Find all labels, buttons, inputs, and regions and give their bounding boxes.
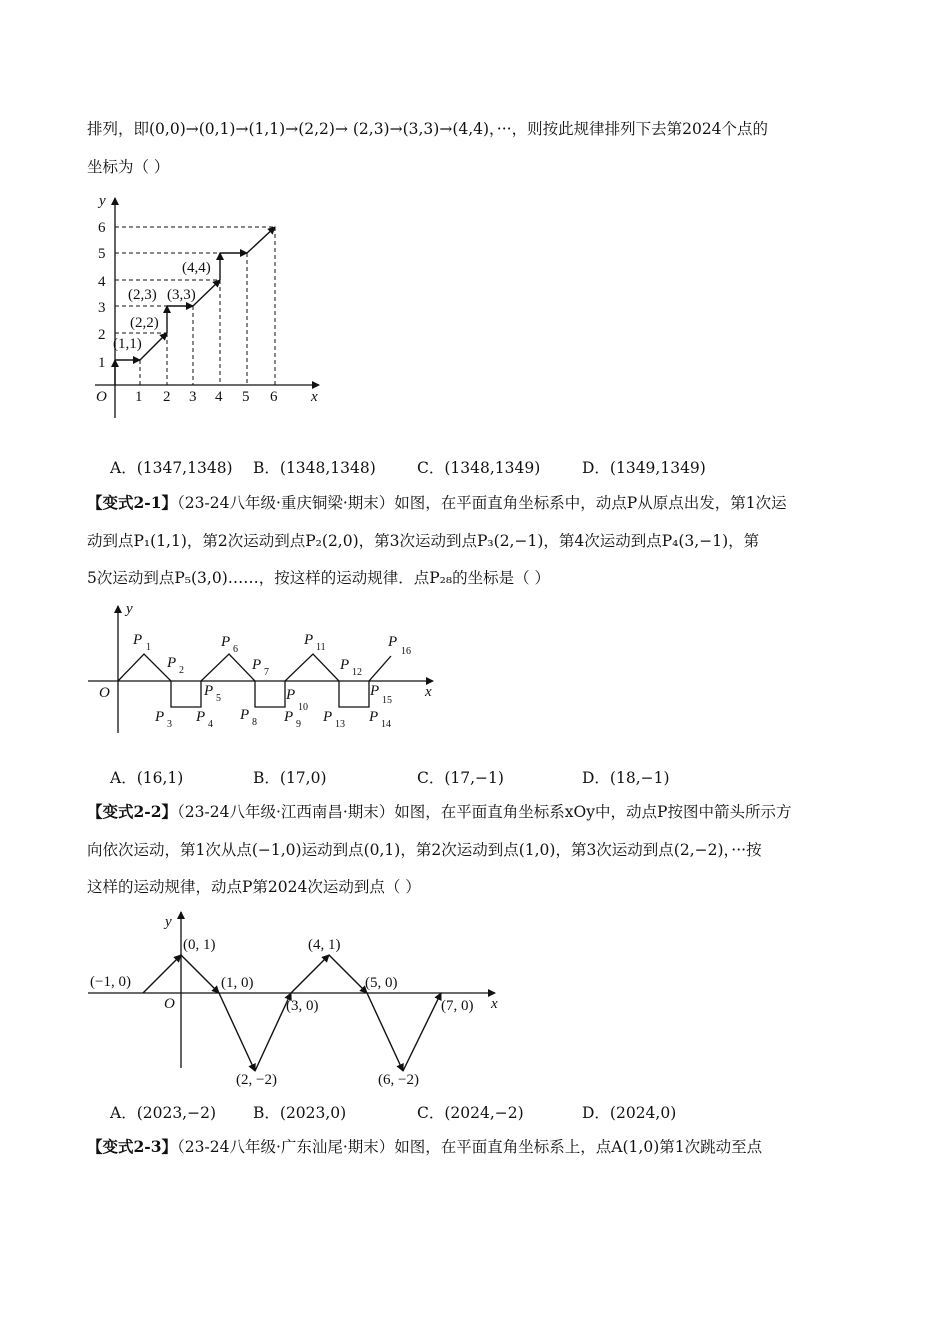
v22-point-label: (−1, 0) (90, 974, 131, 990)
v22-line1: （23-24八年级·江西南昌·期末）如图，在平面直角坐标系xOy中，动点P按图中箭头所示方 (177, 803, 792, 821)
v22-text-line3: 这样的运动规律，动点P第2024次运动到点（ ） (87, 878, 421, 896)
q1-x-tick: 6 (270, 389, 278, 405)
v21-label-p15: P15 (370, 683, 392, 706)
v21-label-p9: P 9 (284, 709, 301, 730)
v21-tag: 【变式2-1】 (87, 493, 178, 512)
v22-origin-label: O (164, 996, 175, 1012)
v21-label-p6: P 6 (221, 634, 238, 655)
q1-point-label: (4,4) (182, 260, 211, 276)
q1-x-tick: 1 (135, 389, 143, 405)
v22-point-label: (0, 1) (183, 937, 216, 953)
q1-staircase-figure (85, 188, 345, 418)
v21-text-line2: 动到点P₁(1,1)，第2次运动到点P₂(2,0)，第3次运动到点P₃(2,−1)，第4次运动到点P₄(3,−1)，第 (87, 532, 760, 550)
v21-label-p14: P 14 (369, 709, 391, 730)
v22-text-line2: 向依次运动，第1次从点(−1,0)运动到点(0,1)，第2次运动到点(1,0)，第3次运动到点(2,−2)，···按 (87, 841, 762, 859)
q1-axis-y-label: y (99, 193, 106, 209)
v21-label-p13: P 13 (323, 709, 345, 730)
q1-y-tick: 1 (98, 355, 106, 371)
v21-axis-x-label: x (425, 684, 432, 700)
q1-point-label: (3,3) (167, 287, 196, 303)
v22-option-c[interactable]: C．(2024,−2) (417, 1104, 524, 1122)
q1-x-tick: 5 (242, 389, 250, 405)
v21-label-p2: P 2 (167, 655, 184, 676)
q1-point-label: (2,3) (128, 287, 157, 303)
v21-option-c[interactable]: C．(17,−1) (417, 769, 504, 787)
q1-origin-label: O (96, 389, 107, 405)
v21-option-a[interactable]: A．(16,1) (110, 769, 184, 787)
v22-point-label: (2, −2) (236, 1072, 277, 1088)
v22-option-b[interactable]: B．(2023,0) (253, 1104, 347, 1122)
v22-option-a[interactable]: A．(2023,−2) (110, 1104, 217, 1122)
q1-y-tick: 5 (98, 246, 106, 262)
q1-y-tick: 4 (98, 274, 106, 290)
q1-y-tick: 3 (98, 300, 106, 316)
v21-label-p10: P10 (286, 687, 308, 713)
v22-tag: 【变式2-2】 (87, 802, 178, 821)
v21-label-p5: P 5 (204, 683, 221, 704)
v21-label-p3: P 3 (155, 709, 172, 730)
v22-path-figure (85, 908, 515, 1088)
v22-axis-y-label: y (165, 914, 172, 930)
v23-line1: （23-24八年级·广东汕尾·期末）如图，在平面直角坐标系上，点A(1,0)第1次跳动至点 (177, 1138, 763, 1156)
v23-text-line1 (87, 1136, 867, 1158)
v21-label-p11: P 11 (304, 632, 326, 653)
q1-option-a[interactable]: A．(1347,1348) (110, 459, 233, 477)
q1-text-line2: 坐标为（ ） (87, 158, 170, 176)
v21-label-p7: P 7 (252, 657, 269, 678)
v21-origin-label: O (99, 685, 110, 701)
q1-option-b[interactable]: B．(1348,1348) (253, 459, 376, 477)
q1-x-tick: 3 (189, 389, 197, 405)
v21-text-line3: 5次运动到点P₅(3,0)……，按这样的运动规律．点P₂₈的坐标是（ ） (87, 569, 551, 587)
v23-tag: 【变式2-3】 (87, 1137, 178, 1156)
q1-text-line1: 排列，即(0,0)→(0,1)→(1,1)→(2,2)→ (2,3)→(3,3)→(4,4)，···，则按此规律排列下去第2024个点的 (87, 120, 769, 138)
v22-point-label: (1, 0) (221, 975, 254, 991)
v21-path-figure (85, 600, 445, 735)
v22-point-label: (4, 1) (308, 937, 341, 953)
v22-text-line1 (87, 801, 867, 823)
v21-label-p8: P 8 (240, 707, 257, 728)
v22-point-label: (6, −2) (378, 1072, 419, 1088)
q1-x-tick: 4 (215, 389, 223, 405)
q1-point-label: (1,1) (113, 336, 142, 352)
v21-line1: （23-24八年级·重庆铜梁·期末）如图，在平面直角坐标系中，动点P从原点出发，第1次运 (177, 494, 787, 512)
v22-axis-x-label: x (491, 996, 498, 1012)
q1-y-tick: 2 (98, 327, 106, 343)
v22-point-label: (7, 0) (441, 998, 474, 1014)
v21-axis-y-label: y (126, 601, 133, 617)
q1-point-label: (2,2) (130, 315, 159, 331)
q1-y-tick: 6 (98, 220, 106, 236)
v21-text-line1 (87, 492, 867, 514)
v22-point-label: (3, 0) (286, 998, 319, 1014)
v21-label-p12: P 12 (340, 657, 362, 678)
v21-option-b[interactable]: B．(17,0) (253, 769, 327, 787)
q1-axis-x-label: x (311, 389, 318, 405)
v22-option-d[interactable]: D．(2024,0) (582, 1104, 677, 1122)
v21-label-p1: P 1 (133, 632, 151, 653)
v22-point-label: (5, 0) (365, 975, 398, 991)
v21-label-p16: P16 (388, 634, 411, 657)
q1-guide-lines (115, 227, 275, 385)
q1-x-tick: 2 (163, 389, 171, 405)
q1-option-d[interactable]: D．(1349,1349) (582, 459, 706, 477)
v21-label-p4: P 4 (196, 709, 213, 730)
v21-option-d[interactable]: D．(18,−1) (582, 769, 670, 787)
q1-option-c[interactable]: C．(1348,1349) (417, 459, 541, 477)
